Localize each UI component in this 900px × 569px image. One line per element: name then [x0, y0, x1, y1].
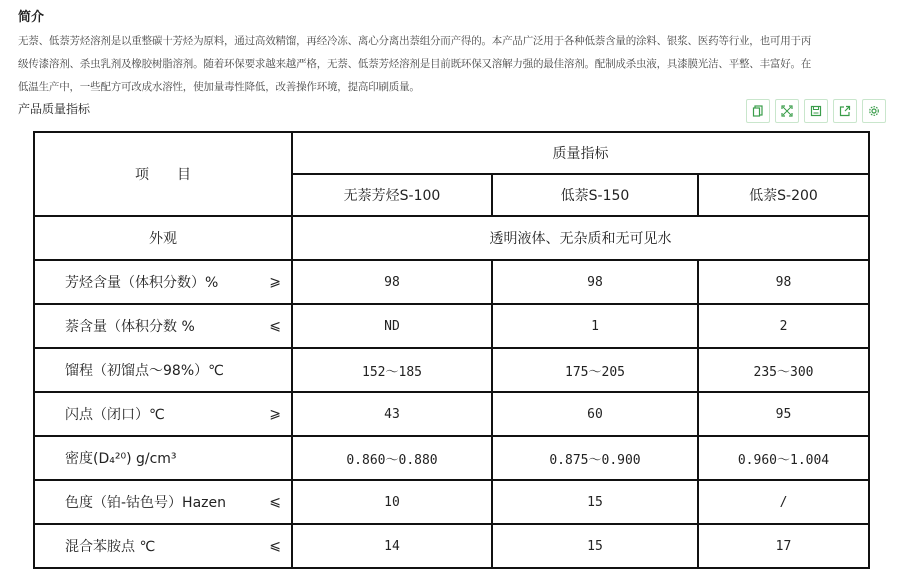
- table-row: [34, 216, 869, 260]
- copy-button[interactable]: [746, 99, 770, 123]
- intro-paragraph: [18, 30, 898, 99]
- quality-spec-table: [33, 131, 870, 569]
- product-header: 低萘S-200: [698, 174, 869, 216]
- value-cell: 14: [292, 524, 492, 568]
- property-name: 萘含量（体积分数 %: [65, 319, 195, 335]
- value-cell: 2: [698, 304, 869, 348]
- table-row: [34, 524, 869, 568]
- value-cell: 60: [492, 392, 698, 436]
- property-name: 混合苯胺点 ℃: [65, 539, 156, 555]
- quality-header: 质量指标: [292, 132, 869, 174]
- table-header-row: [34, 132, 869, 174]
- comparison-symbol: ⩾: [269, 406, 281, 422]
- expand-icon: [781, 105, 793, 117]
- table-row: [34, 260, 869, 304]
- property-name: 闪点（闭口）℃: [65, 407, 165, 423]
- value-cell: 0.875～0.900: [492, 436, 698, 480]
- save-button[interactable]: [804, 99, 828, 123]
- property-cell: [34, 304, 292, 348]
- table-row: [34, 348, 869, 392]
- property-cell: [34, 260, 292, 304]
- table-row: [34, 480, 869, 524]
- property-cell: [34, 480, 292, 524]
- table-row: [34, 304, 869, 348]
- property-name: 色度（铂-钴色号）Hazen: [65, 495, 226, 511]
- table-row: [34, 392, 869, 436]
- property-name: 芳烃含量（体积分数）%: [65, 275, 219, 291]
- settings-button[interactable]: [862, 99, 886, 123]
- comparison-symbol: ⩽: [269, 318, 281, 334]
- value-cell: 0.860～0.880: [292, 436, 492, 480]
- property-cell: [34, 348, 292, 392]
- comparison-symbol: ⩽: [269, 494, 281, 510]
- value-cell: 15: [492, 480, 698, 524]
- value-cell: /: [698, 480, 869, 524]
- value-cell: 17: [698, 524, 869, 568]
- share-button[interactable]: [833, 99, 857, 123]
- value-cell: ND: [292, 304, 492, 348]
- property-cell: [34, 524, 292, 568]
- table-row: [34, 436, 869, 480]
- share-icon: [839, 105, 851, 117]
- value-cell: 15: [492, 524, 698, 568]
- comparison-symbol: ⩾: [269, 274, 281, 290]
- copy-icon: [752, 105, 764, 117]
- table-toolbar: [746, 99, 886, 123]
- property-cell: [34, 392, 292, 436]
- settings-icon: [868, 105, 880, 117]
- appearance-label: 外观: [34, 216, 292, 260]
- item-header: 项 目: [34, 132, 292, 216]
- property-cell: [34, 436, 292, 480]
- comparison-symbol: ⩽: [269, 538, 281, 554]
- intro-line: 级传漆溶剂、杀虫乳剂及橡胶树脂溶剂。随着环保要求越来越严格，无萘、低萘芳烃溶剂是目前既环保又溶解力强的最佳溶剂。配制成杀虫液，具漆膜光洁、平整、丰富好。在: [18, 58, 812, 70]
- property-name: 密度(D₄²⁰) g/cm³: [65, 451, 177, 467]
- product-header: 无萘芳烃S-100: [292, 174, 492, 216]
- value-cell: 0.960～1.004: [698, 436, 869, 480]
- save-icon: [810, 105, 822, 117]
- appearance-value: 透明液体、无杂质和无可见水: [292, 216, 869, 260]
- value-cell: 10: [292, 480, 492, 524]
- value-cell: 98: [292, 260, 492, 304]
- value-cell: 1: [492, 304, 698, 348]
- value-cell: 43: [292, 392, 492, 436]
- value-cell: 98: [492, 260, 698, 304]
- value-cell: 152～185: [292, 348, 492, 392]
- intro-heading: 简介: [18, 10, 45, 25]
- value-cell: 95: [698, 392, 869, 436]
- intro-line: 无萘、低萘芳烃溶剂是以重整碳十芳烃为原料，通过高效精馏，再经冷冻、离心分离出萘组分而产得的。本产品广泛用于各种低萘含量的涂料、银浆、医药等行业，也可用于丙: [18, 35, 812, 47]
- intro-line: 低温生产中，一些配方可改成水溶性，使加量毒性降低，改善操作环境，提高印刷质量。: [18, 81, 420, 93]
- quality-heading: 产品质量指标: [18, 102, 91, 116]
- value-cell: 98: [698, 260, 869, 304]
- product-header: 低萘S-150: [492, 174, 698, 216]
- property-name: 馏程（初馏点～98%）℃: [65, 363, 224, 379]
- expand-button[interactable]: [775, 99, 799, 123]
- value-cell: 175～205: [492, 348, 698, 392]
- value-cell: 235～300: [698, 348, 869, 392]
